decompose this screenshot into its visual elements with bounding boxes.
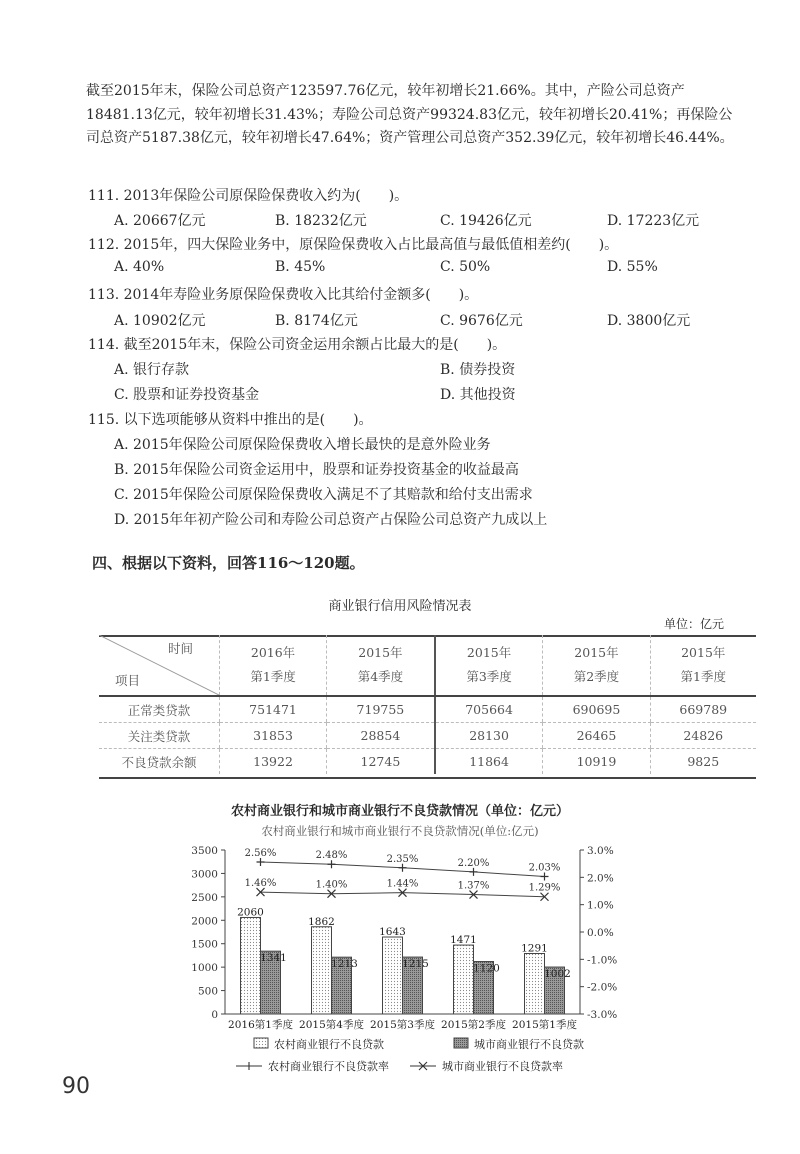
question-111-option-d: D. 17223亿元	[607, 213, 700, 229]
page-number: 90	[62, 1074, 90, 1099]
rate-label-rural: 2.35%	[386, 853, 419, 865]
right-tick-label: 3.0%	[587, 845, 614, 857]
column-year: 2015年	[466, 645, 512, 660]
question-113-stem: 113. 2014年寿险业务原保险保费收入比其给付金额多( )。	[88, 287, 479, 303]
column-year: 2015年	[574, 645, 619, 660]
bar-rural-npl	[525, 954, 545, 1014]
question-114-option-c: C. 股票和证券投资基金	[114, 387, 260, 403]
legend-swatch-urban-rate	[410, 1062, 436, 1070]
bar-label-rural: 1862	[308, 915, 335, 928]
bar-label-urban: 1213	[331, 958, 358, 971]
column-quarter: 第1季度	[250, 669, 296, 684]
question-112-option-d: D. 55%	[607, 259, 658, 275]
rate-label-urban: 1.29%	[528, 882, 561, 894]
marker-rural-rate	[399, 864, 407, 872]
left-tick-label: 0	[211, 1009, 218, 1021]
table-cell: 24826	[650, 723, 756, 749]
table-cell: 690695	[543, 696, 650, 723]
right-tick-label: -2.0%	[587, 981, 618, 994]
corner-label-item: 项目	[115, 673, 141, 688]
credit-risk-table	[99, 635, 756, 774]
row-label: 关注类贷款	[99, 723, 220, 749]
legend-label-rural-rate: 农村商业银行不良贷款率	[268, 1060, 389, 1073]
table-cell: 11864	[435, 749, 543, 775]
row-label: 正常类贷款	[99, 696, 220, 723]
rate-label-urban: 1.40%	[315, 879, 348, 891]
marker-rural-rate	[470, 868, 478, 876]
bar-label-urban: 1002	[544, 968, 571, 981]
column-year: 2015年	[358, 645, 403, 660]
corner-label-time: 时间	[167, 641, 193, 656]
table-cell: 719755	[327, 696, 435, 723]
marker-rural-rate	[541, 873, 549, 881]
question-111-option-c: C. 19426亿元	[440, 213, 532, 229]
x-tick-label: 2015第2季度	[441, 1019, 506, 1031]
table-cell: 28854	[327, 723, 435, 749]
question-112-stem: 112. 2015年，四大保险业务中，原保险保费收入占比最高值与最低值相差约( )。	[88, 237, 619, 253]
rate-label-rural: 2.48%	[315, 850, 348, 862]
question-113-option-a: A. 10902亿元	[114, 313, 206, 329]
legend-swatch-urban	[454, 1038, 468, 1048]
table-row	[99, 696, 756, 723]
legend-label-urban-rate: 城市商业银行不良贷款率	[442, 1060, 563, 1073]
table-row	[99, 723, 756, 749]
column-header	[435, 635, 543, 696]
table-corner-cell	[99, 635, 220, 696]
bar-label-urban: 1215	[402, 958, 429, 971]
bar-rural-npl	[312, 927, 332, 1014]
left-tick-label: 500	[197, 985, 218, 998]
rate-label-rural: 2.56%	[244, 848, 277, 860]
bar-label-urban: 1120	[473, 962, 500, 975]
bar-label-rural: 1291	[521, 942, 548, 955]
right-tick-label: -3.0%	[587, 1009, 618, 1021]
column-header	[220, 635, 327, 696]
left-tick-label: 3500	[191, 845, 218, 857]
legend-label-urban: 城市商业银行不良贷款	[474, 1038, 584, 1051]
column-year: 2015年	[681, 645, 726, 660]
table-cell: 9825	[650, 749, 756, 775]
rate-label-urban: 1.44%	[386, 878, 419, 890]
table-cell: 26465	[543, 723, 650, 749]
npl-combo-chart	[0, 836, 800, 1096]
rate-label-urban: 1.37%	[457, 880, 490, 892]
legend-swatch-rural-rate	[236, 1062, 262, 1070]
bar-label-rural: 1643	[379, 926, 406, 939]
question-113-option-d: D. 3800亿元	[607, 313, 691, 329]
column-quarter: 第4季度	[357, 669, 404, 684]
question-112-option-b: B. 45%	[275, 259, 326, 275]
column-quarter: 第1季度	[680, 669, 726, 684]
table-cell: 31853	[220, 723, 327, 749]
table-title: 商业银行信用风险情况表	[328, 599, 472, 614]
bar-label-rural: 2060	[237, 906, 264, 919]
left-tick-label: 3000	[191, 868, 218, 881]
table-unit: 单位：亿元	[664, 617, 725, 631]
question-115-option-a: A. 2015年保险公司原保险保费收入增长最快的是意外险业务	[114, 437, 491, 453]
question-115-option-c: C. 2015年保险公司原保险保费收入满足不了其赔款和给付支出需求	[114, 487, 533, 503]
question-115-option-d: D. 2015年年初产险公司和寿险公司总资产占保险公司总资产九成以上	[114, 512, 548, 528]
left-tick-label: 2000	[191, 915, 218, 928]
bar-rural-npl	[241, 917, 261, 1014]
table-cell: 669789	[650, 696, 756, 723]
question-112-option-a: A. 40%	[114, 259, 165, 275]
column-header	[543, 635, 650, 696]
table-cell: 28130	[435, 723, 543, 749]
x-tick-label: 2015第1季度	[512, 1019, 577, 1031]
legend-swatch-rural	[254, 1038, 268, 1048]
table-cell: 10919	[543, 749, 650, 775]
question-114-stem: 114. 截至2015年末，保险公司资金运用余额占比最大的是( )。	[88, 337, 507, 353]
section-heading: 四、根据以下资料，回答116～120题。	[92, 554, 365, 572]
question-115-option-b: B. 2015年保险公司资金运用中，股票和证券投资基金的收益最高	[114, 462, 519, 478]
intro-paragraph: 截至2015年末，保险公司总资产123597.76亿元，较年初增长21.66%。其中，产险公司总资产18481.13亿元，较年初增长31.43%；寿险公司总资产99324.83亿元，较年初增长20.41%；再保险公司总资产5187.38亿元，较年初增长47.64%；资产管理公司总资产352.39亿元，较年初增长46.44%。	[86, 83, 734, 146]
chart-title: 农村商业银行和城市商业银行不良贷款情况（单位：亿元）	[230, 804, 569, 819]
question-114-option-d: D. 其他投资	[440, 387, 516, 403]
question-115-stem: 115. 以下选项能够从资料中推出的是( )。	[88, 412, 373, 428]
table-row	[99, 749, 756, 775]
column-quarter: 第3季度	[466, 669, 512, 684]
column-quarter: 第2季度	[573, 669, 620, 684]
table-header-row	[99, 635, 756, 696]
x-tick-label: 2016第1季度	[228, 1019, 293, 1031]
question-114-option-b: B. 债券投资	[440, 362, 516, 378]
rate-label-urban: 1.46%	[244, 878, 277, 890]
question-111-option-a: A. 20667亿元	[114, 213, 206, 229]
marker-rural-rate	[328, 860, 336, 868]
question-114-option-a: A. 银行存款	[114, 362, 190, 378]
table-cell: 12745	[327, 749, 435, 775]
question-111-option-b: B. 18232亿元	[275, 213, 367, 229]
bar-label-rural: 1471	[450, 934, 477, 947]
question-113-option-c: C. 9676亿元	[440, 313, 523, 329]
left-tick-label: 1500	[191, 938, 218, 951]
chart-subtitle: 农村商业银行和城市商业银行不良贷款情况(单位:亿元)	[261, 824, 539, 838]
marker-rural-rate	[257, 858, 265, 866]
legend-label-rural: 农村商业银行不良贷款	[274, 1038, 384, 1051]
x-tick-label: 2015第4季度	[299, 1019, 364, 1031]
right-tick-label: 1.0%	[587, 899, 614, 912]
right-tick-label: 2.0%	[587, 872, 614, 885]
question-111-stem: 111. 2013年保险公司原保险保费收入约为( )。	[88, 188, 409, 204]
question-113-option-b: B. 8174亿元	[275, 313, 358, 329]
column-header	[327, 635, 435, 696]
left-tick-label: 2500	[191, 891, 218, 904]
table-cell: 13922	[220, 749, 327, 775]
x-tick-label: 2015第3季度	[370, 1019, 435, 1031]
rate-label-rural: 2.20%	[457, 857, 490, 869]
column-header	[650, 635, 756, 696]
right-tick-label: -1.0%	[587, 954, 618, 967]
row-label: 不良贷款余额	[121, 754, 197, 770]
bar-label-urban: 1341	[260, 952, 287, 965]
column-year: 2016年	[250, 645, 296, 660]
right-tick-label: 0.0%	[587, 927, 614, 939]
question-112-option-c: C. 50%	[440, 259, 491, 275]
bar-rural-npl	[454, 945, 474, 1014]
table-cell: 705664	[435, 696, 543, 723]
bar-rural-npl	[383, 937, 403, 1014]
left-tick-label: 1000	[191, 962, 218, 975]
table-cell: 751471	[220, 696, 327, 723]
rate-label-rural: 2.03%	[528, 862, 561, 874]
